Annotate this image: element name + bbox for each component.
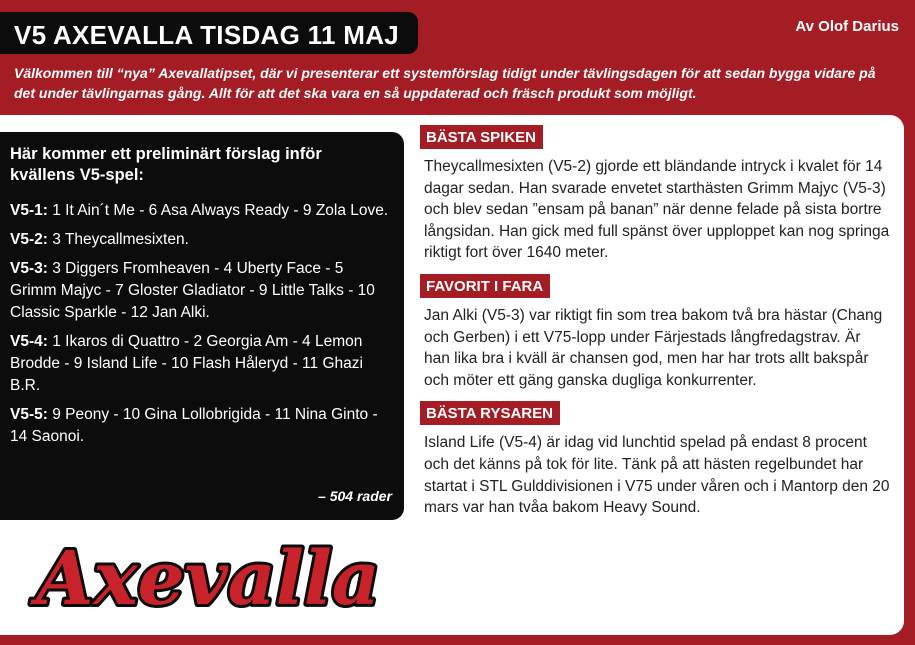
race-horses: 3 Theycallmesixten. xyxy=(47,231,189,248)
race-label: V5-5: xyxy=(10,406,48,423)
axevalla-logo xyxy=(18,530,398,626)
race-v5-3 xyxy=(10,258,390,324)
commentary-column xyxy=(420,125,890,529)
race-horses: 3 Diggers Fromheaven - 4 Uberty Face - 5 Grimm Majyc - 7 Gloster Gladiator - 9 Little Talks - 10 Classic Sparkle - 12 Jan Alki. xyxy=(10,260,375,321)
section-header: BÄSTA SPIKEN xyxy=(420,125,543,149)
race-horses: 1 It Ain´t Me - 6 Asa Always Ready - 9 Zola Love. xyxy=(47,202,389,219)
section-header: FAVORIT I FARA xyxy=(420,274,550,298)
section-header: BÄSTA RYSAREN xyxy=(420,401,560,425)
section-body: Island Life (V5-4) är idag vid lunchtid spelad på endast 8 procent och det känns på tok för lite. Tänk på att hästen regelbundet har startat i STL Gulddivisionen i V75 under våren och i Mantorp den 20 mars var han tvåa bakom Heavy Sound. xyxy=(424,434,890,517)
race-horses: 1 Ikaros di Quattro - 2 Georgia Am - 4 Lemon Brodde - 9 Island Life - 10 Flash Håleryd - 11 Ghazi B.R. xyxy=(10,333,363,394)
section-basta-spiken xyxy=(420,125,890,264)
race-label: V5-2: xyxy=(10,231,48,248)
section-body: Jan Alki (V5-3) var riktigt fin som trea bakom två bra hästar (Chang och Gerben) i ett V75-lopp under Färjestads långfredagstrav. Är han lika bra i kväll är chansen god, men har har trots allt bakspår och möter ett gäng ganska dugliga konkurrenter. xyxy=(424,306,883,389)
race-v5-2 xyxy=(10,229,390,251)
section-body: Theycallmesixten (V5-2) gjorde ett bländande intryck i kvalet för 14 dagar sedan. Han svarade envetet starthästen Grimm Majyc (V5-3) och blev sedan ”ensam på banan” när denne felade på sista bortre långsidan. Han gick med full spänst över upploppet kan nog springa riktigt fort över 1640 meter. xyxy=(424,158,890,262)
page-title: V5 AXEVALLA TISDAG 11 MAJ xyxy=(0,12,418,54)
rows-count: – 504 rader xyxy=(318,488,392,504)
section-basta-rysaren xyxy=(420,401,890,518)
race-label: V5-4: xyxy=(10,333,48,350)
author-byline: Av Olof Darius xyxy=(795,18,899,35)
section-favorit-i-fara xyxy=(420,274,890,391)
proposal-heading: Här kommer ett preliminärt förslag inför kvällens V5-spel: xyxy=(10,145,322,184)
proposal-box xyxy=(0,132,404,520)
logo-wordmark: Axevalla xyxy=(36,536,380,622)
race-label: V5-1: xyxy=(10,202,48,219)
race-v5-5 xyxy=(10,404,390,448)
race-v5-4 xyxy=(10,331,390,397)
intro-text: Välkommen till “nya” Axevallatipset, där vi presenterar ett systemförslag tidigt under tävlingsdagen för att sedan bygga vidare på det under tävlingarnas gång. Allt för att det ska vara en så uppdaterad och fräsch produkt som möjligt. xyxy=(14,65,876,101)
race-horses: 9 Peony - 10 Gina Lollobrigida - 11 Nina Ginto - 14 Saonoi. xyxy=(10,406,378,445)
race-label: V5-3: xyxy=(10,260,48,277)
race-v5-1 xyxy=(10,200,390,222)
